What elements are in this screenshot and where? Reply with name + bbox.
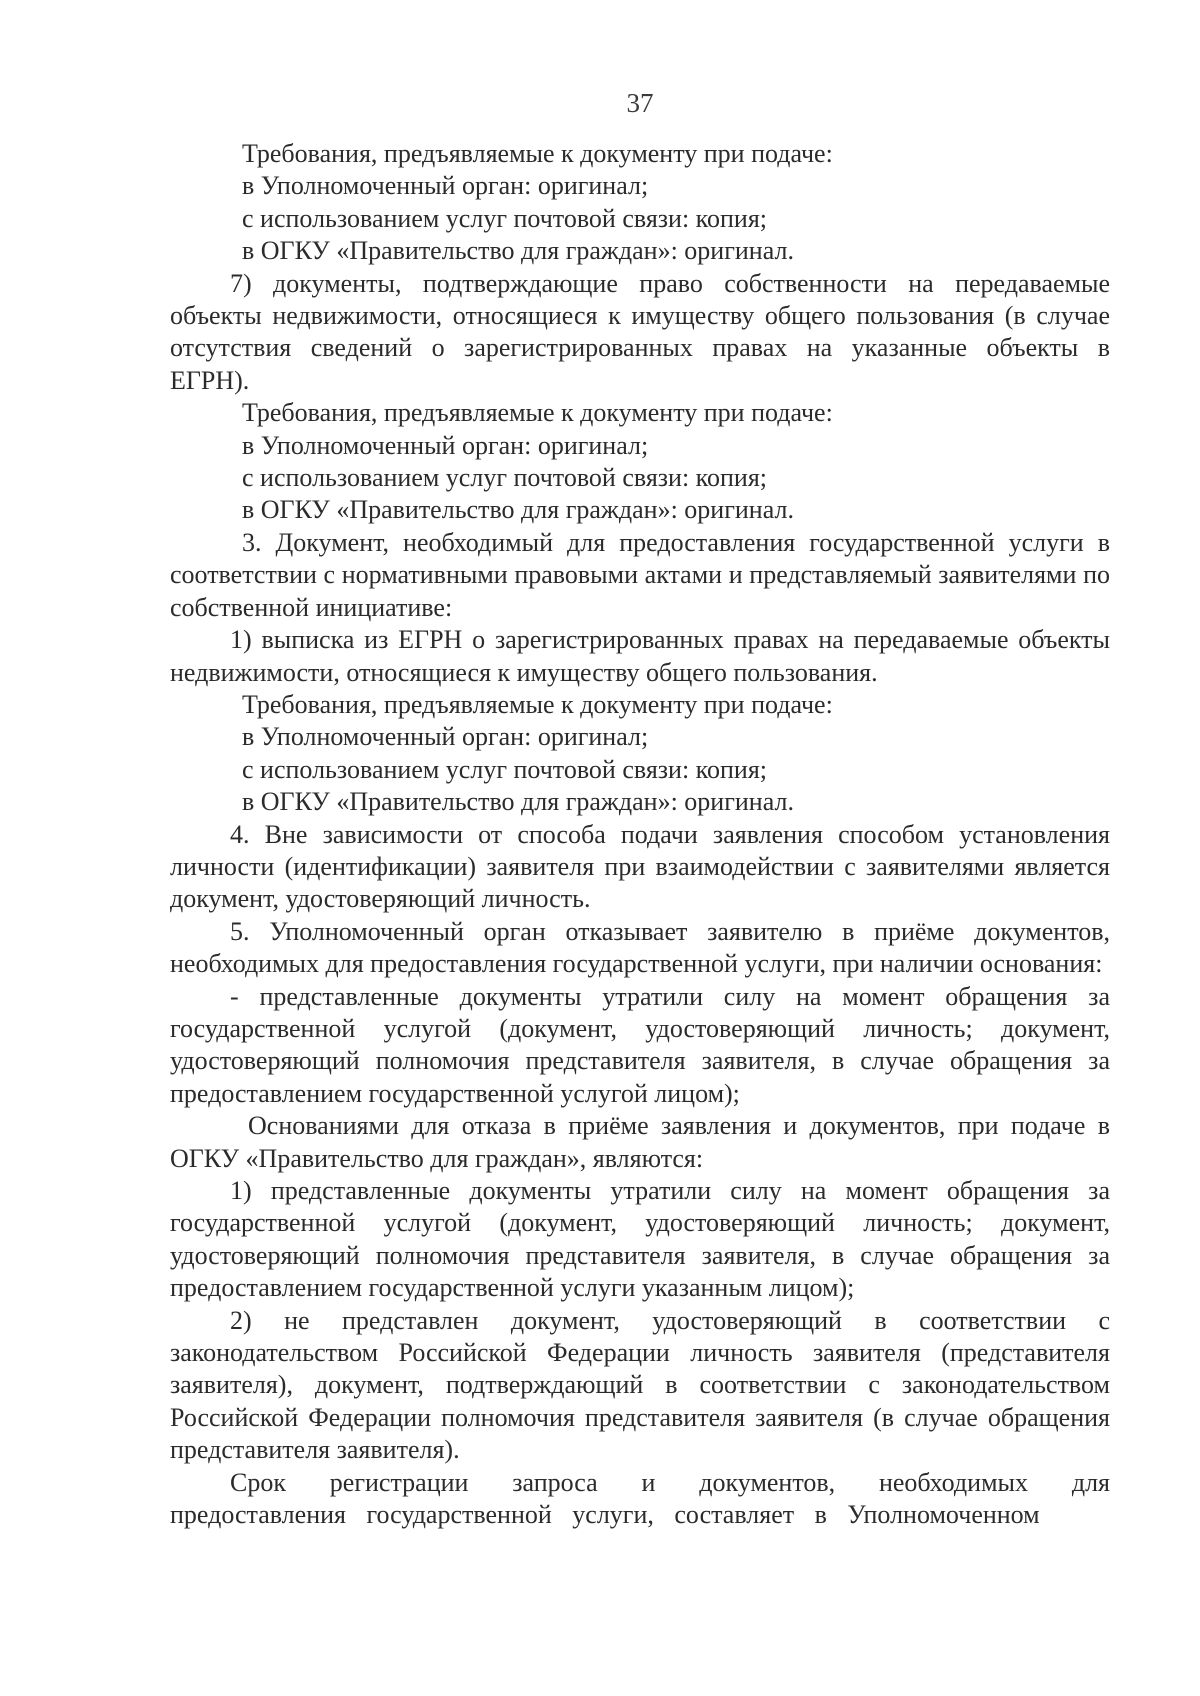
paragraph: в ОГКУ «Правительство для граждан»: оригинал. [242,495,794,525]
paragraph: 4. Вне зависимости от способа подачи заявления способом установления личности (идентификации) заявителя при взаимодействии с заявителями является документ, удостоверяющий личность. [170,819,1110,914]
paragraph: в ОГКУ «Правительство для граждан»: оригинал. [242,236,794,266]
paragraph: 5. Уполномоченный орган отказывает заявителю в приёме документов, необходимых для предоставления государственной услуги, при наличии основания: [170,916,1110,979]
paragraph: 1) выписка из ЕГРН о зарегистрированных правах на передаваемые объекты недвижимости, относящиеся к имуществу общего пользования. [170,625,1110,687]
paragraph: 3. Документ, необходимый для предоставления государственной услуги в соответствии с нормативными правовыми актами и представляемый заявителями по собственной инициативе: [170,527,1110,622]
paragraph: в ОГКУ «Правительство для граждан»: оригинал. [242,787,794,817]
paragraph: 2) не представлен документ, удостоверяющий в соответствии с законодательством Российской Федерации личность заявителя (представителя заявителя), документ, подтверждающий в соответствии с законодательством Российской Федерации полномочия представителя заявителя (в случае обращения представителя заявителя). [170,1305,1110,1465]
paragraph: - представленные документы утратили силу на момент обращения за государственной услугой (документ, удостоверяющий личность; документ, удостоверяющий полномочия представителя заявителя, в случае обращения за предоставлением государственной услугой лицом); [170,981,1110,1108]
paragraph: Требования, предъявляемые к документу при подаче: [242,398,833,428]
paragraph: Требования, предъявляемые к документу при подаче: [242,689,833,719]
page-number: 37 [626,88,654,118]
paragraph: Срок регистрации запроса и документов, необходимых для предоставления государственной услуги, составляет в Уполномоченном [170,1467,1110,1530]
paragraph: 1) представленные документы утратили силу на момент обращения за государственной услугой (документ, удостоверяющий личность; документ, удостоверяющий полномочия представителя заявителя, в случае обращения за предоставлением государственной услуги указанным лицом); [170,1176,1110,1303]
paragraph: с использованием услуг почтовой связи: копия; [242,463,768,493]
paragraph: 7) документы, подтверждающие право собственности на передаваемые объекты недвижимости, относящиеся к имуществу общего пользования (в случае отсутствия сведений о зарегистрированных правах на указанные объекты в ЕГРН). [170,268,1110,395]
document-body [170,138,1110,1531]
paragraph: Требования, предъявляемые к документу при подаче: [242,139,833,168]
paragraph: с использованием услуг почтовой связи: копия; [242,203,768,233]
paragraph: Основаниями для отказа в приёме заявления и документов, при подаче в ОГКУ «Правительство для граждан», являются: [170,1111,1110,1173]
paragraph: в Уполномоченный орган: оригинал; [242,430,649,460]
paragraph: с использованием услуг почтовой связи: копия; [242,754,768,784]
paragraph: в Уполномоченный орган: оригинал; [242,171,649,201]
paragraph: в Уполномоченный орган: оригинал; [242,722,649,752]
